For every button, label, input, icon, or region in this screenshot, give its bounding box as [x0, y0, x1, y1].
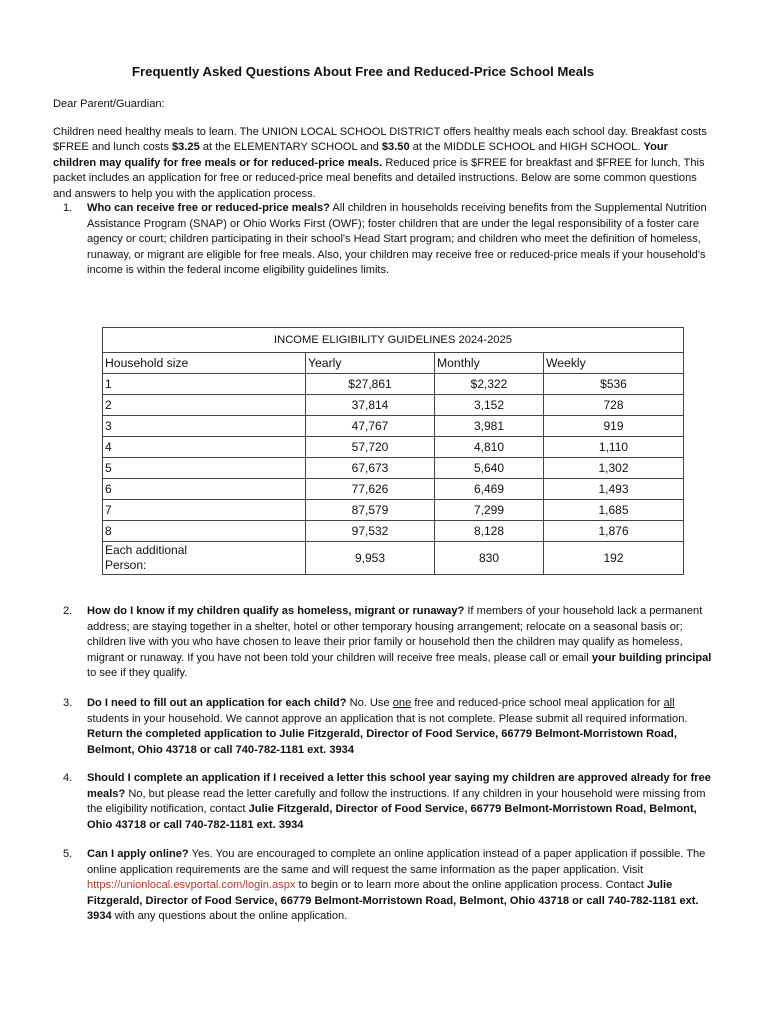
- cell-weekly: $536: [544, 374, 684, 395]
- cell-weekly: 728: [544, 395, 684, 416]
- faq-question: How do I know if my children qualify as homeless, migrant or runaway?: [87, 605, 465, 617]
- cell-monthly: 4,810: [435, 437, 544, 458]
- col-header: Weekly: [544, 353, 684, 374]
- faq-answer: No, but please read the letter carefully and follow the instructions. If any children in your household were missing from the eligibility notification, contact: [87, 787, 706, 816]
- cell-size: Each additional Person:: [103, 542, 306, 575]
- cell-monthly: 6,469: [435, 479, 544, 500]
- table-header-row: [103, 353, 684, 374]
- cell-yearly: 77,626: [306, 479, 435, 500]
- cell-monthly: 3,981: [435, 416, 544, 437]
- cell-yearly: 57,720: [306, 437, 435, 458]
- cell-weekly: 919: [544, 416, 684, 437]
- cell-weekly: 1,110: [544, 437, 684, 458]
- faq-number: 4.: [63, 772, 73, 784]
- table-row: [103, 416, 684, 437]
- table-row: [103, 458, 684, 479]
- faq-answer: Yes. You are encouraged to complete an online application instead of a paper application if possible. The online application requirements are the same and will request the same information as the paper application. Visit: [87, 848, 706, 876]
- greeting: Dear Parent/Guardian:: [53, 98, 165, 110]
- cell-weekly: 1,876: [544, 521, 684, 542]
- cell-size: 8: [103, 521, 306, 542]
- cell-yearly: 37,814: [306, 395, 435, 416]
- cell-monthly: 3,152: [435, 395, 544, 416]
- cell-yearly: 47,767: [306, 416, 435, 437]
- col-header: Yearly: [306, 353, 435, 374]
- cell-monthly: 8,128: [435, 521, 544, 542]
- cell-size: 6: [103, 479, 306, 500]
- faq-question: Should I complete an application if I received a letter this school year saying my children are approved already for free meals?: [87, 772, 711, 800]
- cell-weekly: 1,685: [544, 500, 684, 521]
- table-row: [103, 500, 684, 521]
- cell-yearly: 9,953: [306, 542, 435, 575]
- cell-monthly: 7,299: [435, 500, 544, 521]
- faq-item-5: 5. Can I apply online? Yes. You are encouraged to complete an online application instead of a paper application if possible. The online application requirements are the same and will request the same information as the paper application. Visit https://unionlocal.esvportal.com/login.aspx to begin or to learn more about the online application process. Contact Julie Fitzgerald, Director of Food Service, 66779 Belmont-Morristown Road, Belmont, Ohio 43718 or call 740-782-1181 ext. 3934 with any questions about the online application.: [63, 848, 706, 923]
- col-header: Monthly: [435, 353, 544, 374]
- table-row: [103, 521, 684, 542]
- faq-item-4: 4. Should I complete an application if I received a letter this school year saying my children are approved already for free meals? No, but please read the letter carefully and follow the instructions. If any children in your household were missing from the eligibility notification, contact Julie Fitzgerald, Director of Food Service, 66779 Belmont-Morristown Road, Belmont, Ohio 43718 or call 740-782-1181 ext. 3934: [63, 772, 711, 831]
- cell-yearly: 97,532: [306, 521, 435, 542]
- cell-weekly: 1,302: [544, 458, 684, 479]
- faq-question: Who can receive free or reduced-price meals?: [87, 202, 330, 214]
- cell-size: 1: [103, 374, 306, 395]
- page-title: Frequently Asked Questions About Free and Reduced-Price School Meals: [131, 64, 595, 79]
- intro-paragraph: Children need healthy meals to learn. The UNION LOCAL SCHOOL DISTRICT offers healthy meals each school day. Breakfast costs $FREE and lunch costs $3.25 at the ELEMENTARY SCHOOL and $3.50 at the MIDDLE SCHOOL and HIGH SCHOOL. Your children may qualify for free meals or for reduced-price meals. Reduced price is $FREE for breakfast and $FREE for lunch. This packet includes an application for free or reduced-price meal benefits and detailed instructions. Below are some common questions and answers to help you with the application process.: [53, 126, 707, 200]
- cell-size: 2: [103, 395, 306, 416]
- online-application-link[interactable]: https://unionlocal.esvportal.com/login.aspx: [87, 879, 296, 892]
- faq-item-1: [63, 201, 713, 279]
- faq-question: Do I need to fill out an application for each child?: [87, 697, 347, 709]
- table-row: [103, 374, 684, 395]
- faq-answer: All children in households receiving benefits from the Supplemental Nutrition Assistance Program (SNAP) or Ohio Works First (OWF); foster children that are under the legal responsibility of a foster care agency or court; children participating in their school's Head Start program; and children who meet the definition of homeless, runaway, or migrant are eligible for free meals. Also, your children may receive free or reduced-price meals if your household's income is within the federal income eligibility guidelines limits.: [87, 202, 707, 277]
- faq-number: 3.: [63, 697, 73, 709]
- cell-size: 5: [103, 458, 306, 479]
- faq-number: 5.: [63, 848, 73, 860]
- income-eligibility-table: [102, 327, 684, 575]
- faq-item-3: 3. Do I need to fill out an application for each child? No. Use one free and reduced-price school meal application for all students in your household. We cannot approve an application that is not complete. Please submit all required information. Return the completed application to Julie Fitzgerald, Director of Food Service, 66779 Belmont-Morristown Road, Belmont, Ohio 43718 or call 740-782-1181 ext. 3934: [63, 697, 688, 756]
- table-row: [103, 395, 684, 416]
- cell-yearly: $27,861: [306, 374, 435, 395]
- cell-monthly: 5,640: [435, 458, 544, 479]
- cell-monthly: $2,322: [435, 374, 544, 395]
- table-row: [103, 437, 684, 458]
- cell-size: 7: [103, 500, 306, 521]
- cell-weekly: 192: [544, 542, 684, 575]
- cell-yearly: 87,579: [306, 500, 435, 521]
- faq-number: 1.: [63, 202, 73, 214]
- table-caption: INCOME ELIGIBILITY GUIDELINES 2024-2025: [103, 328, 684, 353]
- cell-size: 3: [103, 416, 306, 437]
- cell-size: 4: [103, 437, 306, 458]
- faq-question: Can I apply online?: [87, 848, 189, 860]
- cell-weekly: 1,493: [544, 479, 684, 500]
- faq-item-2: 2. How do I know if my children qualify as homeless, migrant or runaway? If members of your household lack a permanent address; are staying together in a shelter, hotel or other temporary housing arrangement; relocate on a seasonal basis or; children live with you who have chosen to leave their prior family or household then the children may qualify as homeless, migrant or runaway. If you have not been told your children will receive free meals, please call or email your building principal to see if they qualify.: [63, 605, 712, 680]
- cell-monthly: 830: [435, 542, 544, 575]
- table-row-additional: [103, 542, 684, 575]
- faq-answer: If members of your household lack a permanent address; are staying together in a shelter, hotel or other temporary housing arrangement; relocate on a seasonal basis or; children live with you who have chosen to leave their prior family or household then the children may qualify as homeless, migrant or runaway. If you have not been told your children will receive free meals, please call or email: [87, 605, 703, 664]
- table-row: [103, 479, 684, 500]
- col-header: Household size: [103, 353, 306, 374]
- faq-number: 2.: [63, 605, 73, 617]
- cell-yearly: 67,673: [306, 458, 435, 479]
